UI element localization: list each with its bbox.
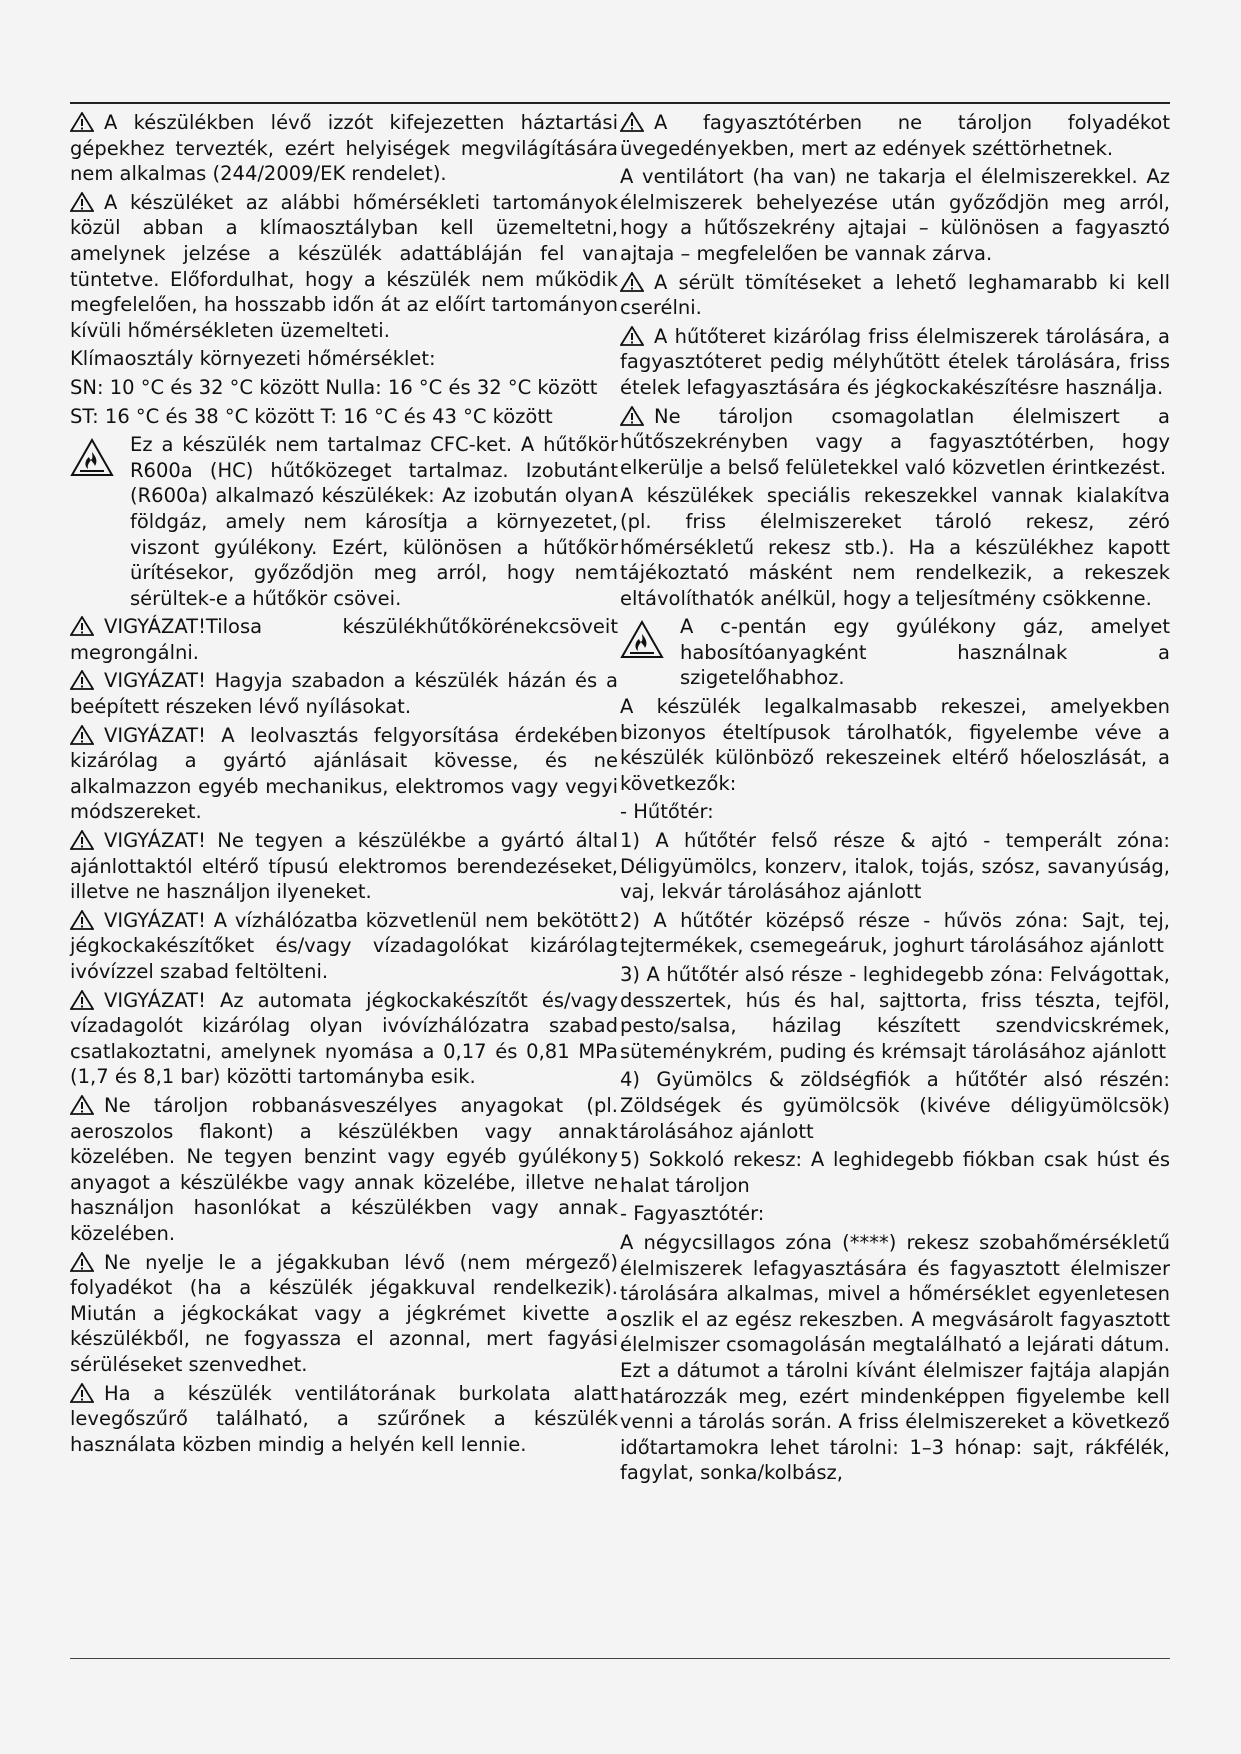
paragraph: A készülékben lévő izzót kifejezetten háztartási gépekhez tervezték, ezért helyiségek megvilágítására nem alkalmas (244/2009/EK rendelet).: [70, 111, 618, 186]
top-rule: [70, 102, 1170, 104]
warning-icon: [70, 830, 94, 850]
warning-icon: [70, 910, 94, 930]
warning-icon: [70, 990, 94, 1010]
flammable-warning-icon: [70, 438, 120, 478]
paragraph: 5) Sokkoló rekesz: A leghidegebb fiókban csak húst és halat tároljon: [620, 1148, 1170, 1197]
warning-icon: [70, 1252, 94, 1272]
paragraph: - Fagyasztótér:: [620, 1202, 765, 1226]
bottom-rule: [70, 1658, 1170, 1659]
flammable-text: Ez a készülék nem tartalmaz CFC-ket. A hűtőkör R600a (HC) hűtőközeget tartalmaz. Izobutánt (R600a) alkalmazó készülékek: Az izobután olyan földgáz, amely nem károsítja a környezetet, viszont gyúlékony. Ezért, különösen a hűtőkör ürítésekor, győződjön meg arról, hogy nem sérültek-e a hűtőkör csövei.: [130, 433, 618, 610]
paragraph: Ne nyelje le a jégakkuban lévő (nem mérgező) folyadékot (ha a készülék jégakkuval rendelkezik). Miután a jégkockákat vagy a jégkrémet kivette a készülékből, ne fogyassza el azonnal, mert fagyási sérüléseket szenvedhet.: [70, 1250, 618, 1376]
paragraph: Klímaosztály környezeti hőmérséklet:: [70, 347, 436, 371]
paragraph: VIGYÁZAT! A vízhálózatba közvetlenül nem bekötött jégkockakészítőket és/vagy vízadagolókat kizárólag ivóvízzel szabad feltölteni.: [70, 908, 618, 983]
paragraph: A hűtőteret kizárólag friss élelmiszerek tárolására, a fagyasztóteret pedig mélyhűtött ételek tárolására, friss ételek lefagyasztására és jégkockakészítésre használja.: [620, 324, 1170, 399]
paragraph: Ne tároljon csomagolatlan élelmiszert a hűtőszekrényben vagy a fagyasztótérben, hogy elkerülje a belső felületekkel való közvetlen érintkezést.: [620, 404, 1170, 479]
paragraph: - Hűtőtér:: [620, 800, 714, 824]
paragraph: 4) Gyümölcs & zöldségfiók a hűtőtér alsó részén: Zöldségek és gyümölcsök (kivéve déligyümölcsök) tárolásához ajánlott: [620, 1068, 1170, 1143]
paragraph: VIGYÁZAT! Hagyja szabadon a készülék házán és a beépített részeken lévő nyílásokat.: [70, 669, 618, 719]
flammable-notice: [70, 432, 618, 611]
flammable-notice: [620, 614, 1170, 691]
warning-icon: [620, 326, 644, 346]
paragraph: Ne tároljon robbanásveszélyes anyagokat (pl. aeroszolos flakont) a készülékben vagy annak közelében. Ne tegyen benzint vagy egyéb gyúlékony anyagot a készülékbe vagy annak közelébe, illetve ne használjon hasonlókat a készülékben vagy annak közelében.: [70, 1093, 618, 1245]
paragraph: VIGYÁZAT!Tilosa készülékhűtőkörénekcsöveit megrongálni.: [70, 615, 618, 664]
paragraph: ST: 16 °C és 38 °C között T: 16 °C és 43 °C között: [70, 404, 553, 428]
paragraph: 1) A hűtőtér felső része & ajtó - temperált zóna: Déligyümölcs, konzerv, italok, tojás, szósz, savanyúság, vaj, lekvár tárolásához ajánlott: [620, 829, 1170, 904]
paragraph: VIGYÁZAT! Ne tegyen a készülékbe a gyártó által ajánlottaktól eltérő típusú elektromos berendezéseket, illetve ne használjon ilyeneket.: [70, 829, 618, 904]
left-column: [70, 110, 618, 1460]
paragraph: A készülék legalkalmasabb rekeszei, amelyekben bizonyos ételtípusok tárolhatók, figyelembe véve a készülék különböző rekeszeinek eltérő hőeloszlását, a következők:: [620, 695, 1170, 795]
warning-icon: [70, 112, 94, 132]
warning-icon: [620, 272, 644, 292]
paragraph: A négycsillagos zóna (****) rekesz szobahőmérsékletű élelmiszerek lefagyasztására és fagyasztott élelmiszer tárolására alkalmas, mivel a hőmérséklet egyenletesen oszlik el az egész rekeszben. A megvásárolt fagyasztott élelmiszer csomagolásán megtalálható a lejárati dátum. Ezt a dátumot a tárolni kívánt élelmiszer fajtája alapján határozzák meg, ezért mindenképpen figyelembe kell venni a tárolás során. A friss élelmiszereket a következő időtartamokra lehet tárolni: 1–3 hónap: sajt, rákfélék, fagylat, sonka/kolbász,: [620, 1230, 1170, 1485]
paragraph: A ventilátort (ha van) ne takarja el élelmiszerekkel. Az élelmiszerek behelyezése után győződjön meg arról, hogy a hűtőszekrény ajtajai – különösen a fagyasztó ajtaja – megfelelően be vannak zárva.: [620, 165, 1170, 265]
paragraph: SN: 10 °C és 32 °C között Nulla: 16 °C és 32 °C között: [70, 375, 598, 399]
paragraph: Ha a készülék ventilátorának burkolata alatt levegőszűrő található, a szűrőnek a készülék használata közben mindig a helyén kell lennie.: [70, 1381, 618, 1456]
flammable-warning-icon: [620, 620, 670, 660]
warning-icon: [70, 616, 94, 636]
paragraph: A sérült tömítéseket a lehető leghamarabb ki kell cserélni.: [620, 270, 1170, 320]
paragraph: 3) A hűtőtér alsó része - leghidegebb zóna: Felvágottak, desszertek, hús és hal, sajttorta, friss tészta, tejföl, pesto/salsa, házilag készített szendvicskrémek, süteménykrém, puding és krémsajt tárolásához ajánlott: [620, 963, 1170, 1063]
paragraph: VIGYÁZAT! A leolvasztás felgyorsítása érdekében kizárólag a gyártó ajánlásait kövesse, és ne alkalmazzon egyéb mechanikus, elektromos vagy vegyi módszereket.: [70, 723, 618, 824]
paragraph: A fagyasztótérben ne tároljon folyadékot üvegedényekben, mert az edények szétt​örhetnek.: [620, 111, 1170, 160]
paragraph: 2) A hűtőtér középső része - hűvös zóna: Sajt, tej, tejtermékek, csemegeáruk, joghurt tárolásához ajánlott: [620, 908, 1170, 958]
warning-icon: [70, 192, 94, 212]
paragraph: A készülékek speciális rekeszekkel vannak kialakítva (pl. friss élelmiszereket tároló rekesz, zéró hőmérsékletű rekesz stb.). Ha a készülékhez kapott tájékoztató másként nem rendelkezik, a rekeszek eltávolíthatók anélkül, hogy a teljesítmény csökkenne.: [620, 484, 1170, 610]
paragraph: VIGYÁZAT! Az automata jégkockakészítőt és/vagy vízadagolót kizárólag olyan ivóvízhálózatra szabad csatlakoztatni, amelynek nyomása a 0,17 és 0,81 MPa (1,7 és 8,1 bar) közötti tartományba esik.: [70, 988, 618, 1089]
warning-icon: [70, 1095, 94, 1115]
right-column: [620, 110, 1170, 1489]
warning-icon: [620, 112, 644, 132]
warning-icon: [620, 406, 644, 426]
warning-icon: [70, 670, 94, 690]
warning-icon: [70, 725, 94, 745]
paragraph: A készüléket az alábbi hőmérsékleti tartományok közül abban a klímaosztályban kell üzemeltetni, amelynek jelzése a készülék adattábláján fel van tüntetve. Előfordulhat, hogy a készülék nem működik megfelelően, ha hosszabb időn át az előírt tartományon kívüli hőmérsékleten üzemelteti.: [70, 190, 618, 342]
flammable-text: A c-pentán egy gyúlékony gáz, amelyet habosítóanyagként használnak a szigetelőhabhoz.: [680, 615, 1170, 690]
warning-icon: [70, 1383, 94, 1403]
